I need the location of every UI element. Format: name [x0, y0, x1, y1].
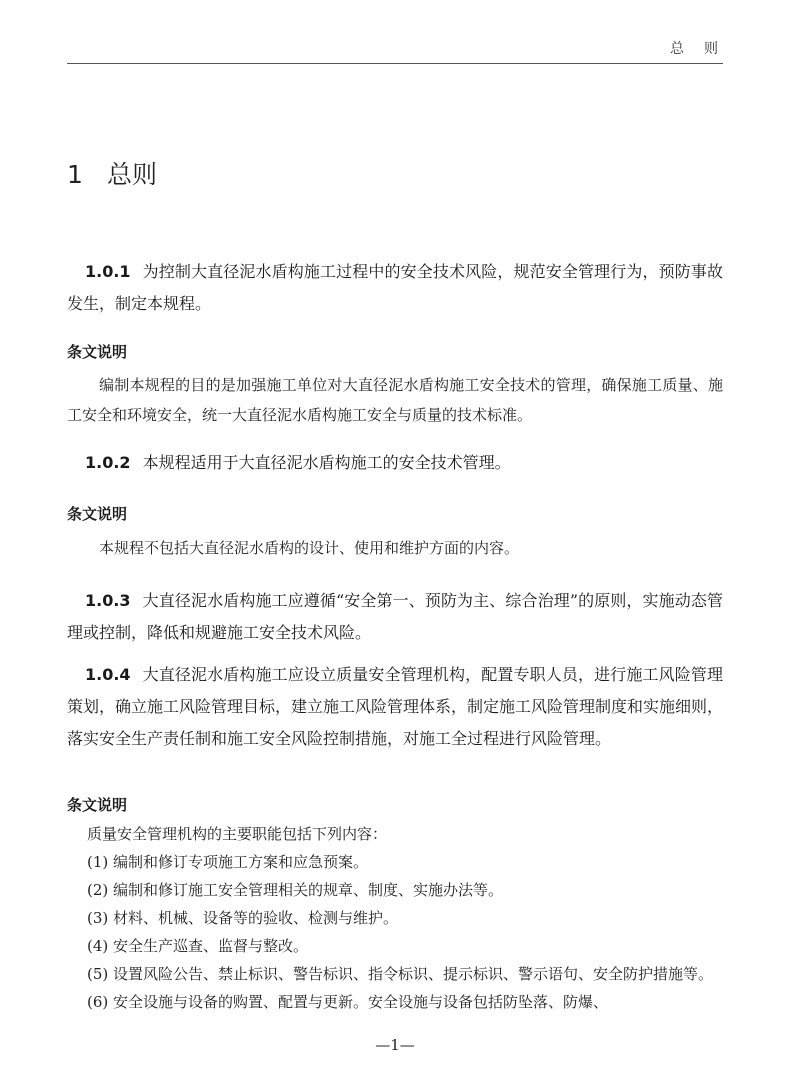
list-intro: 质量安全管理机构的主要职能包括下列内容：	[87, 825, 388, 843]
list-item: (4) 安全生产巡查、监督与整改。	[87, 937, 309, 955]
clause-number: 1.0.4	[85, 665, 131, 684]
clause-number: 1.0.1	[85, 262, 131, 281]
list-item: (6) 安全设施与设备的购置、配置与更新。安全设施与设备包括防坠落、防爆、	[87, 993, 609, 1011]
clause-1-0-1	[67, 256, 723, 320]
header-rule	[67, 63, 723, 64]
clause-text: 大直径泥水盾构施工应遵循“安全第一、预防为主、综合治理”的原则，实施动态管理或控制，降低和规避施工安全技术风险。	[67, 591, 723, 642]
note-heading: 条文说明	[67, 343, 128, 361]
clause-text: 本规程适用于大直径泥水盾构施工的安全技术管理。	[142, 453, 511, 472]
chapter-number: 1	[67, 160, 83, 189]
page-number: —1—	[375, 1036, 415, 1054]
clause-number: 1.0.2	[85, 453, 131, 472]
note-text: 本规程不包括大直径泥水盾构的设计、使用和维护方面的内容。	[99, 539, 520, 557]
clause-1-0-4	[67, 659, 723, 755]
clause-1-0-2	[67, 447, 723, 479]
list-item: (5) 设置风险公告、禁止标识、警告标识、指令标识、提示标识、警示语句、安全防护措施等。	[87, 965, 714, 983]
chapter-title	[67, 155, 157, 191]
chapter-title-text: 总则	[107, 160, 158, 189]
clause-text: 为控制大直径泥水盾构施工过程中的安全技术风险，规范安全管理行为，预防事故发生，制定本规程。	[67, 262, 723, 313]
note-heading: 条文说明	[67, 796, 128, 814]
note-text: 编制本规程的目的是加强施工单位对大直径泥水盾构施工安全技术的管理，确保施工质量、施工安全和环境安全，统一大直径泥水盾构施工安全与质量的技术标准。	[67, 376, 723, 424]
running-header: 总则	[670, 41, 738, 57]
list-item: (1) 编制和修订专项施工方案和应急预案。	[87, 853, 369, 871]
clause-text: 大直径泥水盾构施工应设立质量安全管理机构，配置专职人员，进行施工风险管理策划，确立施工风险管理目标，建立施工风险管理体系，制定施工风险管理制度和实施细则，落实安全生产责任制和施工安全风险控制措施，对施工全过程进行风险管理。	[67, 665, 724, 748]
note-heading: 条文说明	[67, 505, 128, 523]
clause-number: 1.0.3	[85, 591, 131, 610]
clause-1-0-3	[67, 585, 723, 649]
note-list	[67, 820, 723, 1016]
list-item: (2) 编制和修订施工安全管理相关的规章、制度、实施办法等。	[87, 881, 504, 899]
list-item: (3) 材料、机械、设备等的验收、检测与维护。	[87, 909, 399, 927]
